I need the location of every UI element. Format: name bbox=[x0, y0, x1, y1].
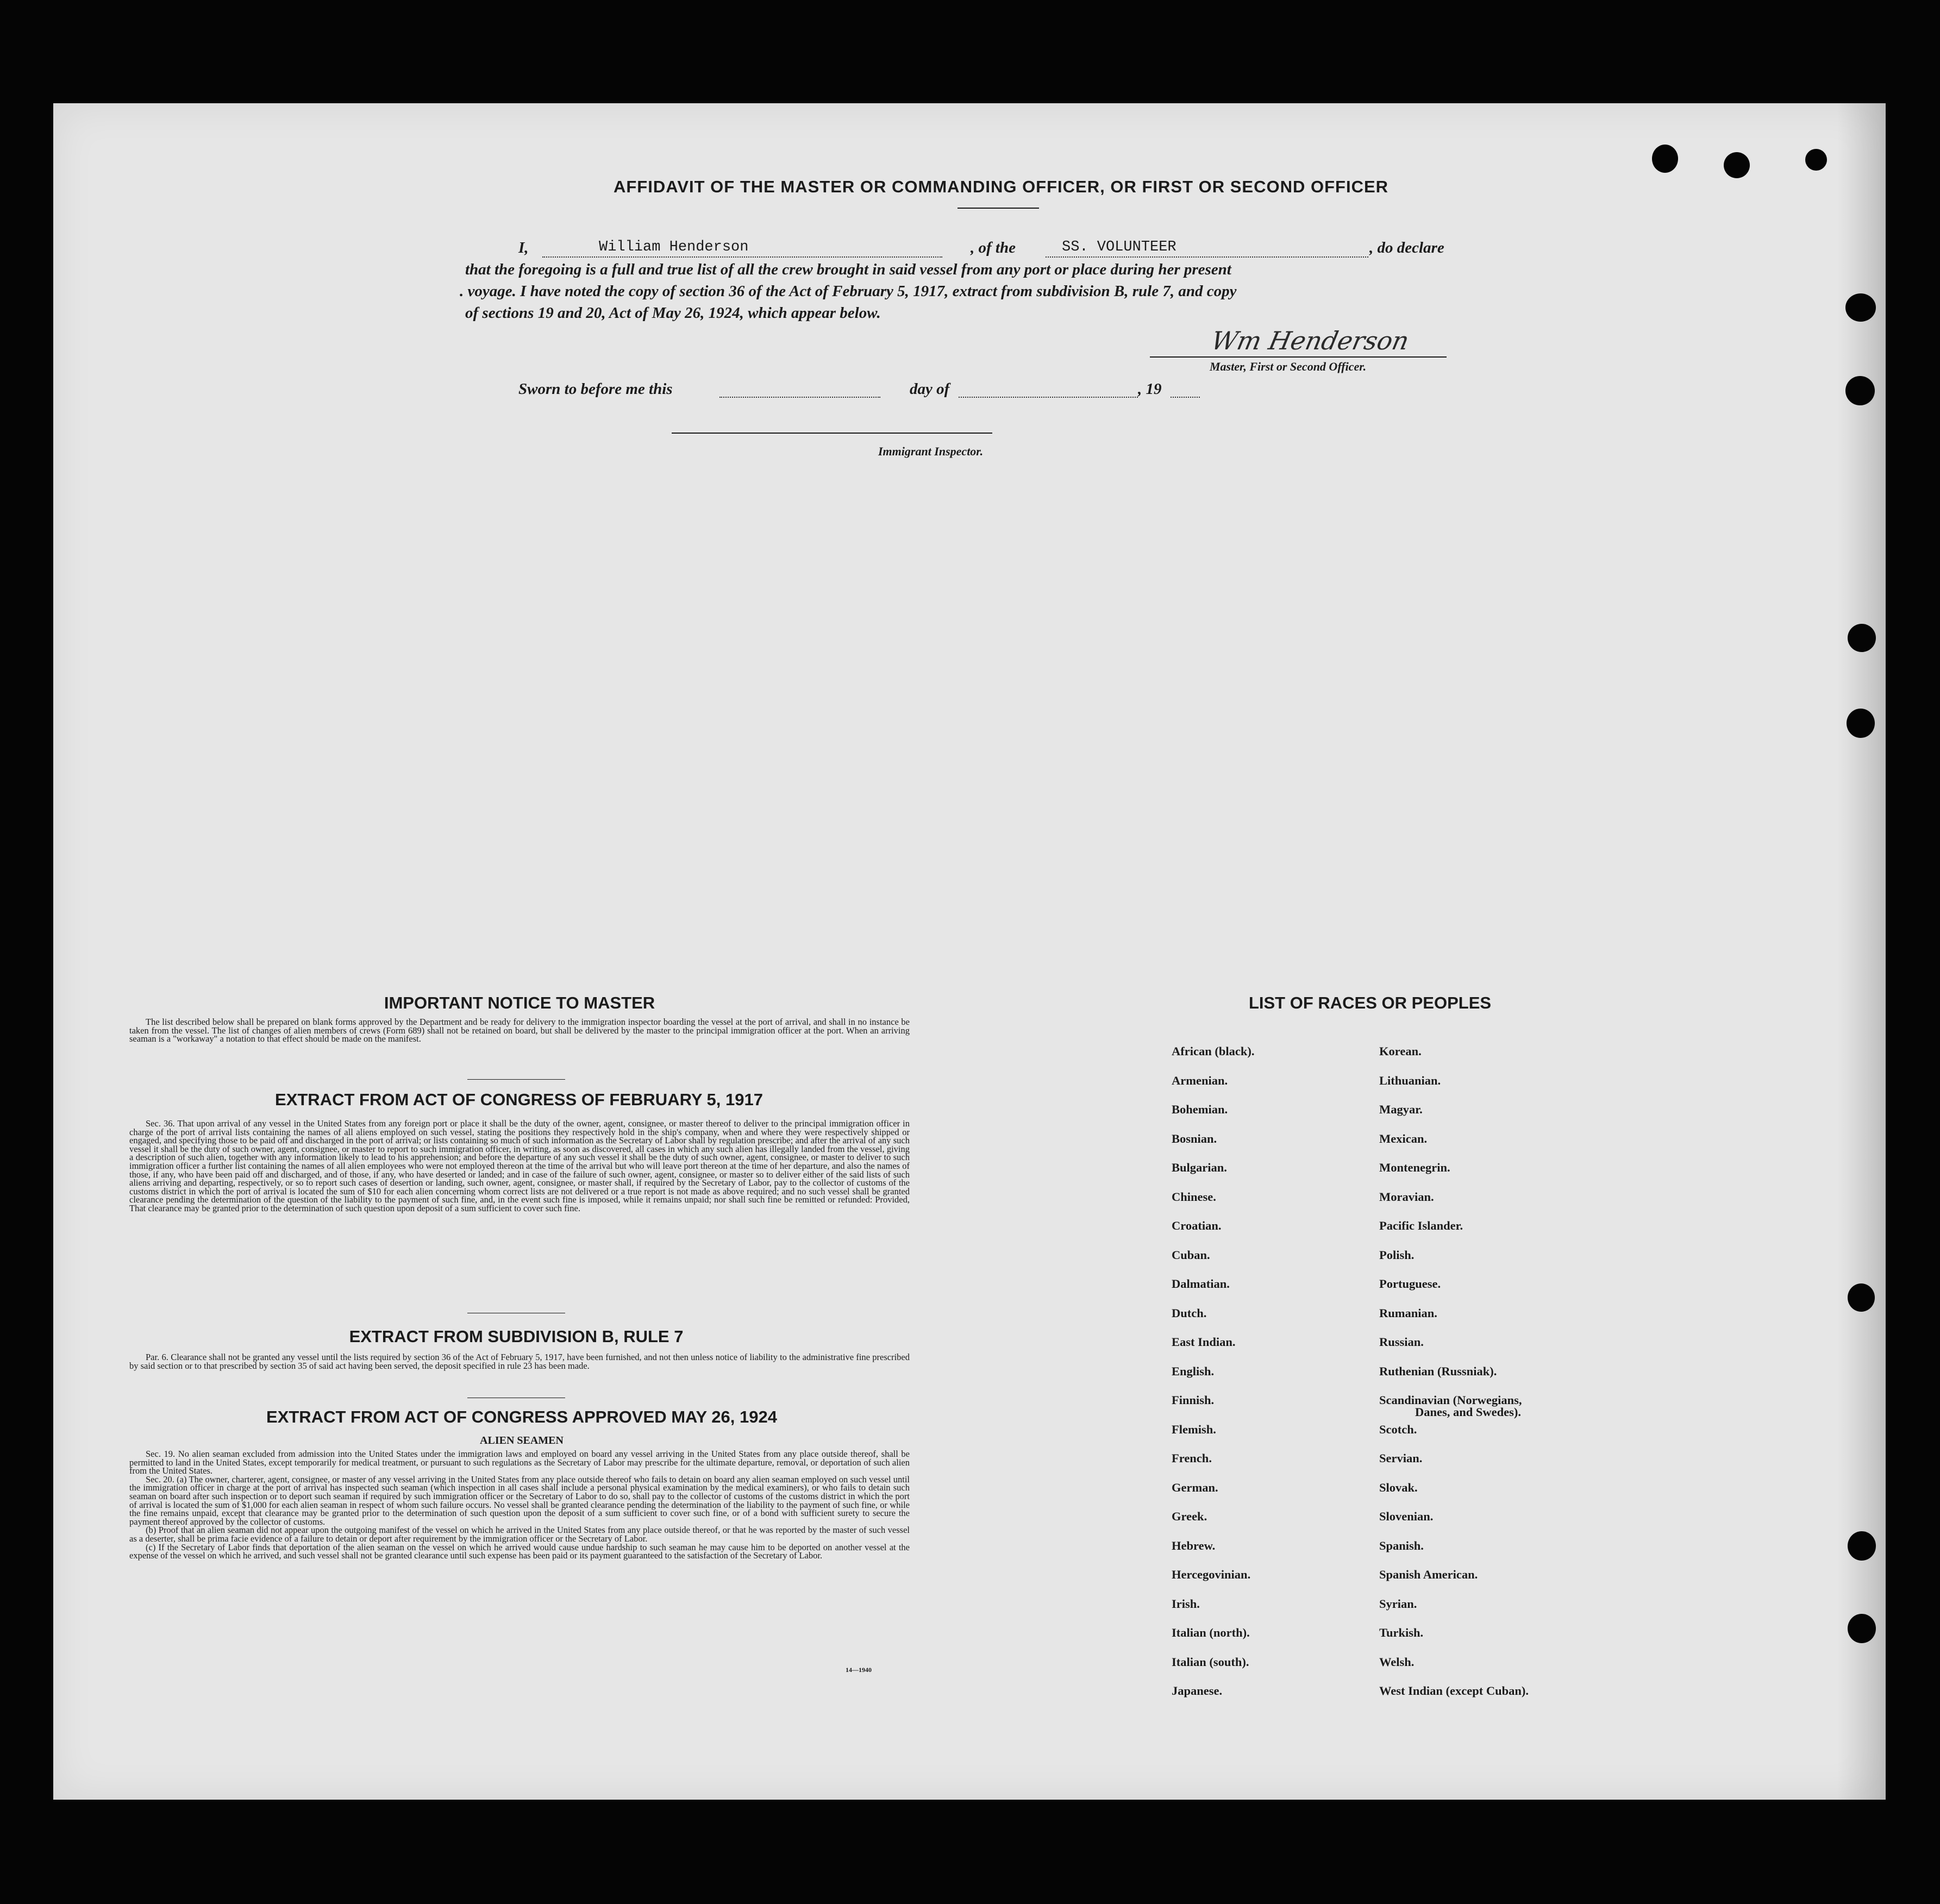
race-item: Welsh. bbox=[1379, 1655, 1415, 1669]
line1-mid: , of the bbox=[971, 239, 1016, 256]
punch-hole bbox=[1845, 293, 1876, 322]
vessel-name-blank bbox=[1046, 256, 1368, 258]
race-item: Servian. bbox=[1379, 1451, 1423, 1465]
extract-1917-body: Sec. 36. That upon arrival of any vessel in the United States from any foreign port or place it shall be the duty of the owner, agent, consignee, or master thereof to deliver to the principal immigration officer in charge of the port of arrival lists containing the names of all aliens employed on such vessel, stating the positions they respectively hold in the ship's company, when and where they were respectively shipped or engaged, and specifying those to be paid off and discharged in the port of arrival; or lists containing so much of such information as the Secretary of Labor shall by regulation prescribe; and after the arrival of any such vessel it shall be the duty of such owner, agent, consignee, or master to report to such immigration officer, in writing, as soon as discovered, all cases in which any such alien has illegally landed from the vessel, giving a description of such alien, together with any information likely to lead to his apprehension; and before the departure of any such vessel it shall be the duty of such owner, agent, consignee, or master to deliver to such immigration officer a further list containing the names of all alien employees who were not employed thereon at the time of the arrival but who will leave port thereon at the time of her departure, and also the names of those, if any, who have been paid off and discharged, and of those, if any, who have deserted or landed; and in case of the failure of such owner, agent, consignee, or master so to deliver either of the said lists of such aliens arriving and departing, respectively, or so to report such cases of desertion or landing, such owner, agent, consignee, or master shall, if required by the Secretary of Labor, pay to the collector of customs of the customs district in which the port of arrival is located the sum of $10 for each alien concerning whom correct lists are not delivered or a true report is not made as above required; and no such vessel shall be granted clearance pending the determination of the question of the liability to the payment of such fine, and, in the event such fine is imposed, while it remains unpaid; nor shall such fine be remitted or refunded: Provided, That clearance may be granted prior to the determination of such question upon deposit of a sum sufficient to cover such fine. bbox=[129, 1118, 910, 1213]
alien-seamen-subtitle: ALIEN SEAMEN bbox=[480, 1435, 564, 1446]
race-item: Bulgarian. bbox=[1172, 1161, 1227, 1174]
sworn-prefix: Sworn to before me this bbox=[518, 380, 673, 398]
signature-line bbox=[1150, 356, 1447, 358]
race-item: Spanish American. bbox=[1379, 1568, 1478, 1581]
race-item: Hebrew. bbox=[1172, 1538, 1216, 1552]
race-item-continuation: Danes, and Swedes). bbox=[1415, 1405, 1522, 1419]
affidavit-line-3: . voyage. I have noted the copy of section 36 of the Act of February 5, 1917, extract from subdivision B, rule 7, and copy bbox=[460, 283, 1237, 300]
master-name-value: William Henderson bbox=[599, 239, 749, 255]
race-item: English. bbox=[1172, 1364, 1215, 1378]
affidavit-line-2: that the foregoing is a full and true list of all the crew brought in said vessel from any port or place during her present bbox=[465, 261, 1231, 278]
race-item: Magyar. bbox=[1379, 1103, 1423, 1116]
notice-title: IMPORTANT NOTICE TO MASTER bbox=[384, 993, 655, 1012]
race-item: Syrian. bbox=[1379, 1596, 1417, 1611]
extract-1924-title: EXTRACT FROM ACT OF CONGRESS APPROVED MAY 26, 1924 bbox=[266, 1407, 777, 1426]
race-item: Scandinavian (Norwegians, bbox=[1379, 1393, 1522, 1407]
punch-hole bbox=[1724, 152, 1750, 178]
race-item: Montenegrin. bbox=[1379, 1161, 1450, 1174]
affidavit-title: AFFIDAVIT OF THE MASTER OR COMMANDING OFFICER, OR FIRST OR SECOND OFFICER bbox=[613, 177, 1389, 196]
affidavit-line-4: of sections 19 and 20, Act of May 26, 1924, which appear below. bbox=[465, 304, 881, 322]
notice-divider bbox=[467, 1079, 565, 1080]
notice-body: The list described below shall be prepared on blank forms approved by the Department and be ready for delivery to the immigration inspector boarding the vessel at the port of arrival, and shall in no instance be taken from the vessel. The list of changes of alien members of crews (Form 689) shall not be retained on board, but shall be delivered by the master to the principal immigration officer at the port. When an arriving seaman is a "workaway" a notation to that effect should be made on the manifest. bbox=[129, 1017, 910, 1044]
sworn-line bbox=[518, 380, 1236, 402]
punch-hole bbox=[1848, 1614, 1876, 1643]
race-item: Irish. bbox=[1172, 1596, 1200, 1611]
rule7-body: Par. 6. Clearance shall not be granted any vessel until the lists required by section 36 of the Act of February 5, 1917, have been furnished, and not then unless notice of liability to the administrative fine prescribed by said section or to that prescribed by section 35 of said act having been served, the deposit specified in rule 23 has been made. bbox=[129, 1352, 910, 1371]
sec-20b-text: (b) Proof that an alien seaman did not appear upon the outgoing manifest of the vessel on which he arrived in the United States from any place outside thereof, or that he was reported by the master of such vessel as a deserter, shall be prima facie evidence of a failure to detain or deport after requirement by the immigration officer or the Secretary of Labor. bbox=[129, 1525, 910, 1544]
race-item: Croatian. bbox=[1172, 1219, 1222, 1232]
race-item: West Indian (except Cuban). bbox=[1379, 1684, 1529, 1698]
race-item: Pacific Islander. bbox=[1379, 1219, 1463, 1232]
race-item: Spanish. bbox=[1379, 1538, 1424, 1552]
race-item: Rumanian. bbox=[1379, 1306, 1437, 1320]
inspector-caption: Immigrant Inspector. bbox=[878, 444, 984, 458]
race-item: Slovenian. bbox=[1379, 1510, 1434, 1523]
vessel-name-value: SS. VOLUNTEER bbox=[1062, 239, 1176, 255]
rule7-title: EXTRACT FROM SUBDIVISION B, RULE 7 bbox=[349, 1327, 684, 1346]
race-item: French. bbox=[1172, 1451, 1212, 1465]
race-item: Flemish. bbox=[1172, 1422, 1216, 1436]
affidavit-line-1 bbox=[518, 239, 1480, 261]
extract-1924-text bbox=[129, 1450, 910, 1560]
race-item: Bohemian. bbox=[1172, 1103, 1228, 1116]
race-item: Korean. bbox=[1379, 1044, 1422, 1058]
race-item: Chinese. bbox=[1172, 1189, 1216, 1204]
race-item: Hercegovinian. bbox=[1172, 1568, 1251, 1581]
race-item: Lithuanian. bbox=[1379, 1073, 1441, 1087]
title-underline bbox=[958, 208, 1039, 209]
master-signature: Wm Henderson bbox=[1209, 326, 1412, 355]
race-item: Italian (north). bbox=[1172, 1626, 1250, 1639]
race-item: Slovak. bbox=[1379, 1480, 1418, 1494]
extract-1917-title: EXTRACT FROM ACT OF CONGRESS OF FEBRUARY 5, 1917 bbox=[275, 1090, 763, 1109]
sworn-year-label: , 19 bbox=[1138, 380, 1162, 398]
race-item: Mexican. bbox=[1379, 1131, 1428, 1145]
race-item: Italian (south). bbox=[1172, 1655, 1249, 1669]
race-item: Greek. bbox=[1172, 1510, 1207, 1523]
race-item: Scotch. bbox=[1379, 1422, 1417, 1436]
inspector-signature-line bbox=[672, 433, 992, 434]
form-number: 14—1940 bbox=[846, 1666, 872, 1674]
race-item: Japanese. bbox=[1172, 1684, 1223, 1698]
race-item: Dutch. bbox=[1172, 1306, 1207, 1320]
sworn-day-blank bbox=[719, 397, 880, 398]
race-item: Ruthenian (Russniak). bbox=[1379, 1364, 1497, 1378]
punch-hole bbox=[1845, 376, 1875, 405]
race-item: African (black). bbox=[1172, 1044, 1255, 1058]
race-item: Cuban. bbox=[1172, 1248, 1210, 1262]
race-item: Turkish. bbox=[1379, 1626, 1424, 1639]
signature-caption: Master, First or Second Officer. bbox=[1210, 360, 1367, 373]
sec-19-text: Sec. 19. No alien seaman excluded from admission into the United States under the immigration laws and employed on board any vessel arriving in the United States from any place outside thereof, shall be permitted to land in the United States, except temporarily for medical treatment, or pursuant to such regulations as the Secretary of Labor may prescribe for the ultimate departure, removal, or deportation of such alien from the United States. bbox=[129, 1449, 910, 1476]
punch-hole bbox=[1805, 149, 1827, 171]
punch-hole bbox=[1848, 1531, 1876, 1561]
race-item: Finnish. bbox=[1172, 1393, 1215, 1407]
race-item: East Indian. bbox=[1172, 1335, 1236, 1349]
race-item: German. bbox=[1172, 1480, 1218, 1494]
race-item: Bosnian. bbox=[1172, 1131, 1217, 1145]
sec-20c-text: (c) If the Secretary of Labor finds that deportation of the alien seaman on the vessel on which he arrived would cause undue hardship to such seaman he may cause him to be deported on another vessel at the expense of the vessel on which he arrived, and such vessel shall not be granted clearance until such expense has been paid or its payment guaranteed to the satisfaction of the Secretary of Labor. bbox=[129, 1542, 910, 1561]
punch-hole bbox=[1652, 145, 1678, 173]
master-name-blank bbox=[542, 256, 942, 258]
race-item: Moravian. bbox=[1379, 1189, 1434, 1204]
race-item: Portuguese. bbox=[1379, 1277, 1441, 1291]
punch-hole bbox=[1848, 624, 1876, 652]
sec-20a-text: Sec. 20. (a) The owner, charterer, agent, consignee, or master of any vessel arriving in the United States from any place outside thereof who fails to detain on board any alien seaman employed on such vessel until the immigration officer in charge at the port of arrival has inspected such seaman (which inspection in all cases shall include a personal physical examination by the medical examiners), or who fails to detain such seaman on board after such inspection or to deport such seaman if required by such immigration officer or the Secretary of Labor to do so, shall pay to the collector of customs of the customs district in which the port of arrival is located the sum of $1,000 for each alien seaman in respect of whom such failure occurs. No vessel shall be granted clearance pending the determination of the liability to the payment of such fine, or while the fine remains unpaid, except that clearance may be granted prior to the determination of such question upon the deposit of a sum sufficient to cover such fine, or of a bond with sufficient surety to secure the payment thereof approved by the collector of customs. bbox=[129, 1474, 910, 1527]
line1-suffix: , do declare bbox=[1369, 239, 1444, 256]
race-item: Russian. bbox=[1379, 1335, 1424, 1349]
race-item: Armenian. bbox=[1172, 1073, 1228, 1087]
sworn-day-label: day of bbox=[910, 380, 950, 398]
races-title: LIST OF RACES OR PEOPLES bbox=[1248, 993, 1492, 1012]
punch-hole bbox=[1847, 709, 1875, 738]
race-item: Dalmatian. bbox=[1172, 1277, 1230, 1291]
race-item: Polish. bbox=[1379, 1248, 1415, 1262]
line1-prefix: I, bbox=[518, 239, 529, 256]
sworn-year-blank bbox=[1171, 397, 1200, 398]
punch-hole bbox=[1848, 1283, 1875, 1312]
sworn-month-blank bbox=[959, 397, 1138, 398]
